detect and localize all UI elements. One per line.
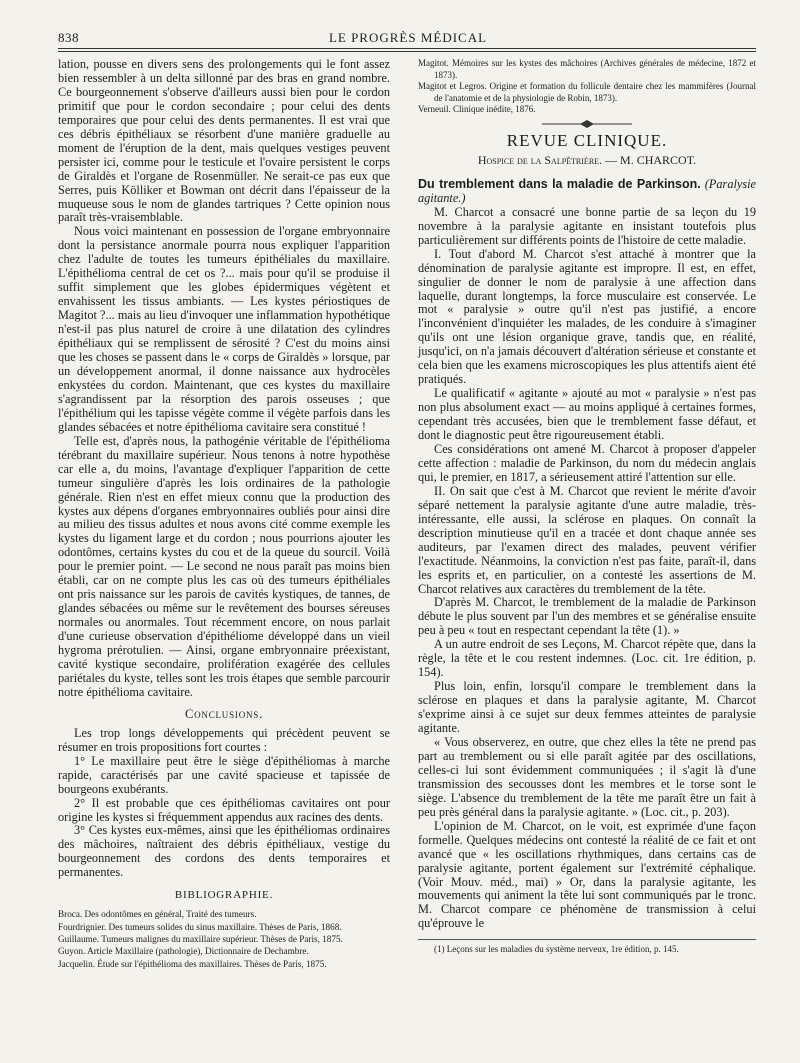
conclusions-intro: Les trop longs développements qui précèdent peuvent se résumer en trois propositions fort courtes :: [58, 725, 390, 754]
bibliography-entry: Guyon. Article Maxillaire (pathologie), Dictionnaire de Dechambre.: [58, 946, 309, 957]
article-title-line: [418, 178, 756, 206]
bibliography-list: [58, 908, 390, 970]
body-paragraph: Le qualificatif « agitante » ajouté au mot « paralysie » n'est pas non plus absolument exact — au moins appliqué à certaines formes, cependant très accusées, bien que le tremblement fasse défaut, et dont le diagnostic peut être rigoureusement établi.: [418, 386, 756, 443]
bibliography-entry: Magitot et Legros. Origine et formation du follicule dentaire chez les mammifères (Journal de l'anatomie et de la physiologie de Robin, 1873).: [418, 81, 756, 103]
body-paragraph: Nous voici maintenant en possession de l'organe embryonnaire dont la persistance anormale pourra nous expliquer l'apparition chez l'adulte de toutes les tumeurs épithéliales du maxillaire. L'épithélioma central de cet os ?... mais pour qu'il se produise il suffit simplement que les globes épidermiques végètent et envahissent les tissus ambiants. — Les kystes périostiques de Magitot ?... mais au lieu d'invoquer une inflammation hypothétique n'est-il pas plus naturel de croire à une dilatation des cylindres épithéliaux qui se remplissent de sérosité ? C'est du moins ainsi que les choses se passent dans le « corps de Giraldès » lorsque, par un développement anormal, il donne naissance aux hydrocèles enkystées du cordon. Maintenant, que ces kystes du maxillaire s'agrandissent par la résorption des parois osseuses ; que l'épithélium qui les tapisse végète comme il végète parfois dans les glandes sébacées et notre épithélioma cavitaire sera constitué !: [58, 224, 390, 434]
left-column: [58, 58, 390, 970]
footnote: (1) Leçons sur les maladies du système nerveux, 1re édition, p. 145.: [434, 944, 679, 955]
body-paragraph: A un autre endroit de ses Leçons, M. Charcot répète que, dans la règle, la tête et le cou restent indemnes. (Loc. cit. 1re édition, p. 154).: [418, 637, 756, 680]
body-paragraph: D'après M. Charcot, le tremblement de la maladie de Parkinson débute le plus souvent par l'un des membres et se généralise ensuite peu à peu « tout en respectant cependant la tête (1). »: [418, 595, 756, 638]
body-paragraph: lation, pousse en divers sens des prolongements qui le font assez bien ressembler à un delta sillonné par des bras en grand nombre. Ce bourgeonnement s'observe d'ailleurs aussi bien pour le cordon primitif que pour le cordon secondaire ; pour celui des dents temporaires que pour celui des dents permanentes. Il est vrai que ces débris épithéliaux se résorbent d'une manière graduelle au moment de l'éruption de la dent, mais quelques vestiges peuvent persister ici, comme pour le testicule et l'ovaire persistent le corps de Giraldès et l'organe de Rosenmüller. Ne serait-ce pas eux que Serres, puis Kölliker et Bowman ont décrit dans l'épaisseur de la muqueuse sous le nom de glandes tartriques ? Cette opinion nous paraît très-vraisemblable.: [58, 57, 390, 225]
right-column: [418, 58, 756, 955]
conclusion-item: 2° Il est probable que ces épithéliomas cavitaires ont pour origine les kystes si fréquemment appendus aux racines des dents.: [58, 795, 390, 824]
journal-title: LE PROGRÈS MÉDICAL: [328, 30, 488, 45]
bibliography-entry: Fourdrignier. Des tumeurs solides du sinus maxillaire. Thèses de Paris, 1868.: [58, 921, 342, 932]
section-title: REVUE CLINIQUE.: [506, 130, 668, 150]
bibliography-heading: BIBLIOGRAPHIE.: [174, 889, 274, 902]
page-header: [58, 28, 758, 50]
body-paragraph: Telle est, d'après nous, la pathogénie véritable de l'épithélioma térébrant du maxillaire supérieur. Nous tenons à notre hypothèse car elle a, du moins, l'avantage d'expliquer l'apparition de cette tumeur singulière d'après les lois ordinaires de la pathologie générale. Rien n'est en effet mieux connu que la production des kystes aux dépens d'organes embryonnaires oubliés pour ainsi dire au milieu des tissus adultes et nous avons cité comme exemple les kystes du ligament large et du cordon ; nous pourrions ajouter les odontômes, certains kystes du cou et de la queue du sourcil. Voilà pour le premier point. — Le second ne nous paraît pas moins bien établi, car on ne compte plus les cas où des tumeurs épithéliales ont pris naissance sur les parois de cavités kystiques, de tannes, de glandes sébacées ou même sur le revêtement des bourses séreuses normales ou anormales. Tout récemment encore, on nous parlait d'une curieuse observation d'épithéliome développé dans un vieil hygroma prérotulien. — Ainsi, organe embryonnaire préexistant, cavité kystique secondaire, prolifération exagérée des cellules pariétales du kyste, telles sont les trois étapes que semble parcourir notre épithélioma cavitaire.: [58, 433, 390, 699]
footnote-rule: [418, 939, 756, 940]
body-paragraph: Plus loin, enfin, lorsqu'il compare le tremblement dans la sclérose en plaques et dans la paralysie agitante, M. Charcot s'exprime ainsi à ce sujet sur deux femmes atteintes de paralysie agitante.: [418, 679, 756, 736]
section-subtitle: Hospice de la Salpêtrière. — M. CHARCOT.: [477, 152, 697, 167]
bibliography-entry: Guillaume. Tumeurs malignes du maxillaire supérieur. Thèses de Paris, 1875.: [58, 934, 343, 945]
page-number: 838: [58, 30, 79, 45]
body-paragraph: M. Charcot a consacré une bonne partie de sa leçon du 19 novembre à la paralysie agitante en insistant toutefois plus particulièrement sur différents points de l'histoire de cette maladie.: [418, 204, 756, 247]
body-paragraph: L'opinion de M. Charcot, on le voit, est exprimée d'une façon formelle. Quelques médecins ont contesté la réalité de ce fait et ont avancé que « les oscillations rhythmiques, dans certains cas de paralysie agitante, portent également sur l'extrémité céphalique. (Voir Mouv. méd., mai) » Or, dans la paralysie agitante, les mouvements qui animent la tête lui sont communiqués par le tronc. M. Charcot compare ce phénomène de transmission à celui qu'éprouve le: [418, 818, 756, 931]
article-subtitle: (Paralysie agitante.): [418, 176, 757, 205]
body-paragraph: « Vous observerez, en outre, que chez elles la tête ne prend pas part au tremblement ou si elle paraît agitée par des oscillations, celles-ci lui sont évidemment communiquées ; il s'agit là d'une transmission des secousses dont les membres et le torse sont le siège. L'absence du tremblement de la tête me paraît être un fait à peu près général dans la paralysie agitante. » (Loc. cit., p. 203).: [418, 735, 756, 819]
bibliography-entry: Magitot. Mémoires sur les kystes des mâchoires (Archives générales de médecine, 1872 et 1873).: [418, 58, 756, 80]
section-ornament: [418, 120, 756, 128]
header-rule-double: [58, 51, 756, 52]
conclusion-item: 3° Ces kystes eux-mêmes, ainsi que les épithéliomas ordinaires des mâchoires, naîtraient des débris épithéliaux, vestige du bourgeonnement des cordons des dents temporaires et permanentes.: [58, 823, 390, 880]
bibliography-continued: [418, 58, 756, 116]
conclusions-heading: Conclusions.: [184, 706, 264, 721]
bibliography-entry: Verneuil. Clinique inédite, 1876.: [418, 104, 536, 115]
body-paragraph: Ces considérations ont amené M. Charcot à proposer d'appeler cette affection : maladie de Parkinson, du nom du médecin anglais qui, le premier, en 1817, a sérieusement attiré l'attention sur elle.: [418, 441, 756, 484]
body-paragraph: I. Tout d'abord M. Charcot s'est attaché à montrer que la dénomination de paralysie agitante est impropre. Il est, en effet, singulier de donner le nom de paralysie à une affection dans laquelle, durant longtemps, la force musculaire est conservée. Le mot « paralysie » outre qu'il n'est pas justifié, a encore l'inconvénient d'inquiéter les malades, de les conduire à s'imaginer qu'ils ont une lésion organique grave, tandis que, en réalité, jusqu'ici, on n'a jamais découvert d'altération sérieuse et constante et cela bien que les examens microscopiques les plus attentifs aient été pratiqués.: [418, 246, 756, 387]
bibliography-entry: Broca. Des odontômes en général, Traité des tumeurs.: [58, 909, 257, 920]
article-title: Du tremblement dans la maladie de Parkinson.: [418, 176, 701, 191]
body-paragraph: II. On sait que c'est à M. Charcot que revient le mérite d'avoir séparé nettement la paralysie agitante d'une autre maladie, très-intéressante, elle aussi, la sclérose en plaques. On connaît la description minutieuse qu'il en a tracée et dont chaque année ses auditeurs, par l'examen direct des malades, peuvent vérifier l'exactitude. Néanmoins, la conviction n'est pas faite, paraît-il, dans les esprits et, en particulier, on a contesté les assertions de M. Charcot relatives aux caractères du tremblement de la tête.: [418, 483, 756, 596]
bibliography-entry: Jacquelin. Étude sur l'épithélioma des maxillaires. Thèses de Paris, 1875.: [58, 958, 327, 969]
header-rule: [58, 48, 756, 49]
ornament-icon: [542, 120, 632, 128]
conclusion-item: 1° Le maxillaire peut être le siège d'épithéliomas à marche rapide, caractérisés par une cavité spacieuse et tapissée de bourgeons exubérants.: [58, 753, 390, 796]
